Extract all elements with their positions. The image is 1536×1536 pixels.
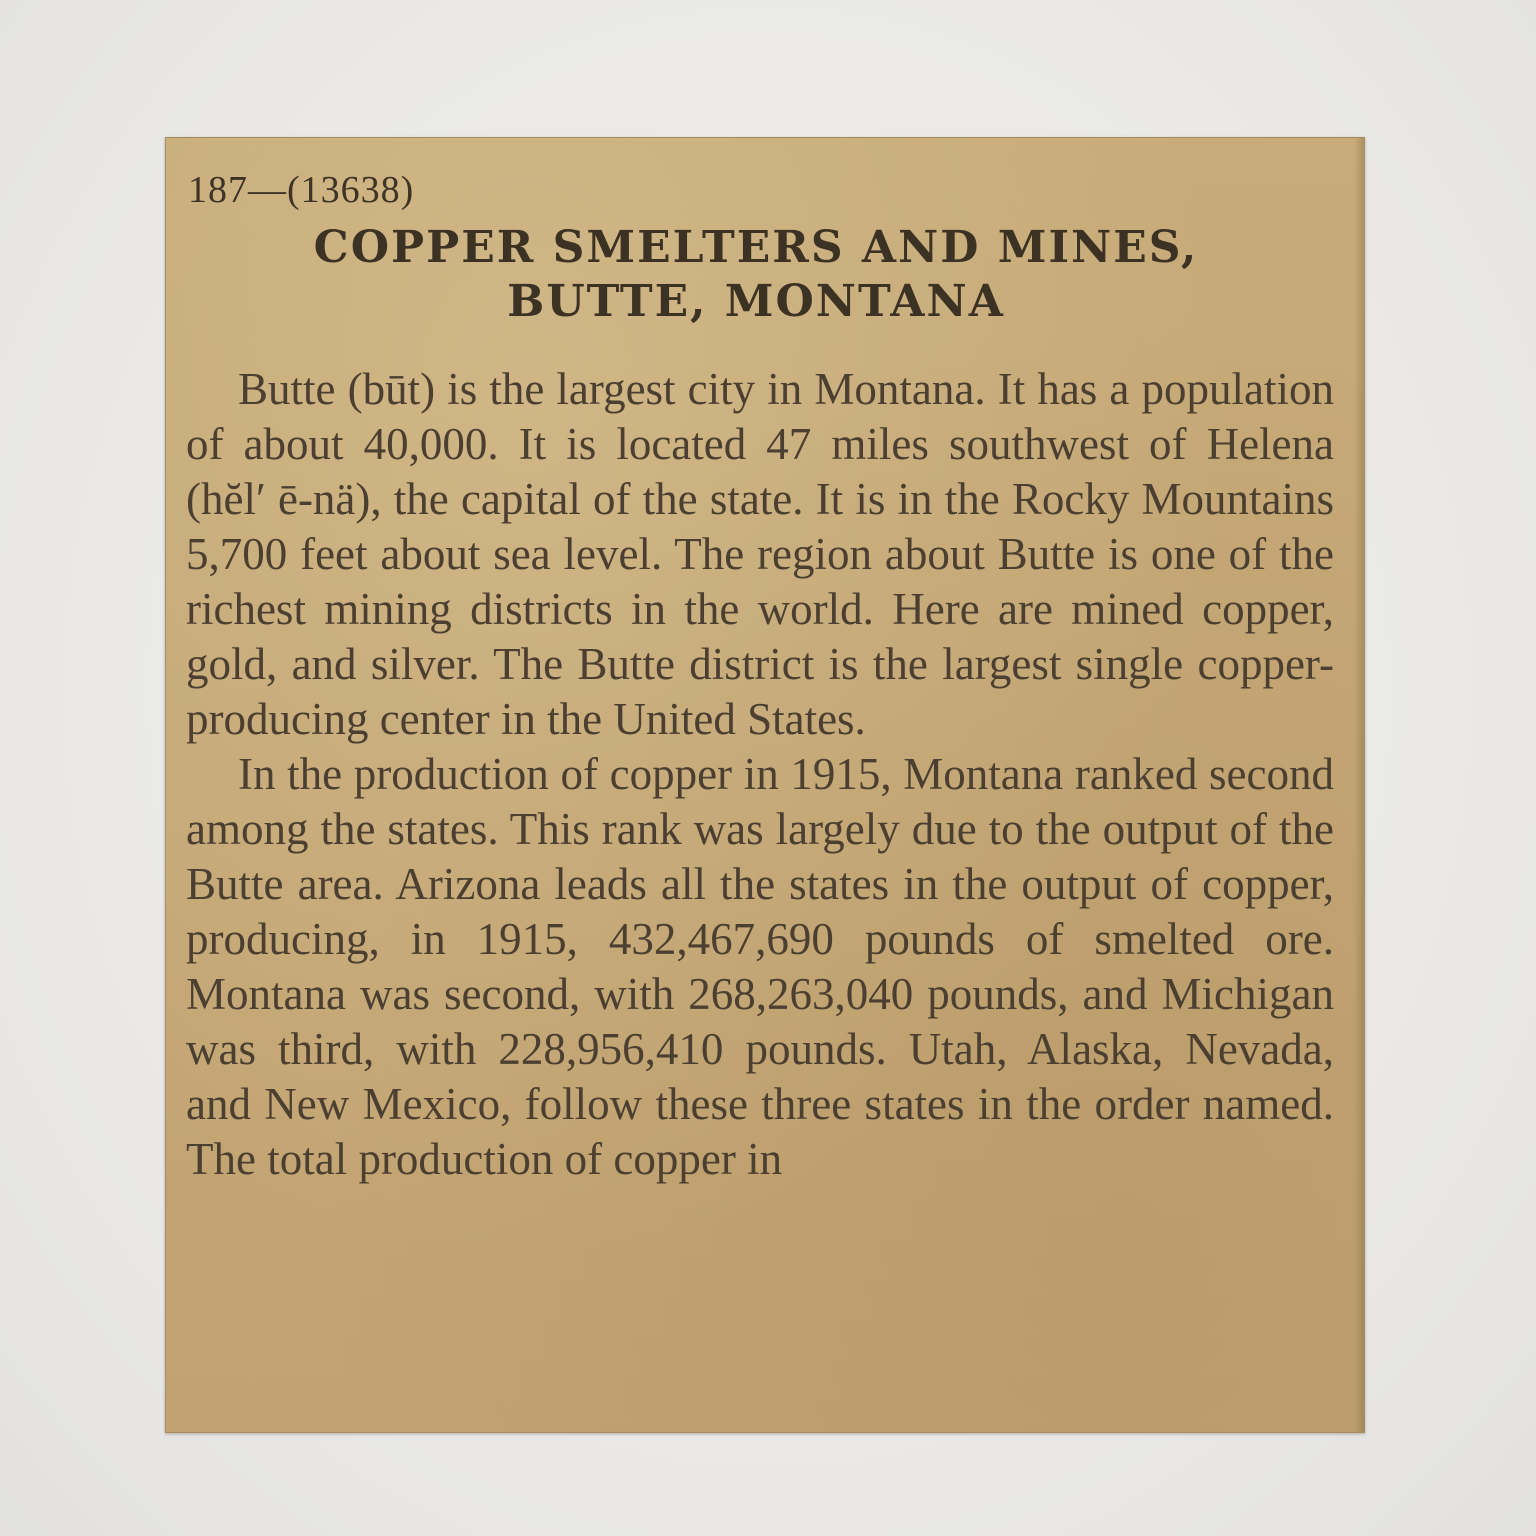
body-paragraph-1: Butte (būt) is the largest city in Montana. It has a population of about 40,000. It is located 47 miles southwest of Helena (hĕl′ ē-nä), the capital of the state. It is in the Rocky Mountains 5,700 feet about sea level. The region about Butte is one of the richest mining districts in the world. Here are mined copper, gold, and silver. The Butte district is the largest single copper-producing center in the United States. bbox=[186, 364, 1334, 744]
stereoview-card-back bbox=[165, 137, 1365, 1433]
card-body-text bbox=[186, 362, 1334, 1187]
body-paragraph-2: In the production of copper in 1915, Montana ranked second among the states. This rank was largely due to the output of the Butte area. Arizona leads all the states in the output of copper, producing, in 1915, 432,467,690 pounds of smelted ore. Montana was second, with 268,263,040 pounds, and Michigan was third, with 228,956,410 pounds. Utah, Alaska, Nevada, and New Mexico, follow these three states in the order named. The total production of copper in bbox=[186, 749, 1334, 1184]
card-title-line-1: COPPER SMELTERS AND MINES, bbox=[313, 222, 1199, 273]
card-title-line-2: BUTTE, MONTANA bbox=[507, 276, 1005, 327]
card-number: 187—(13638) bbox=[188, 169, 415, 211]
card-edge-shadow bbox=[1354, 138, 1364, 1432]
